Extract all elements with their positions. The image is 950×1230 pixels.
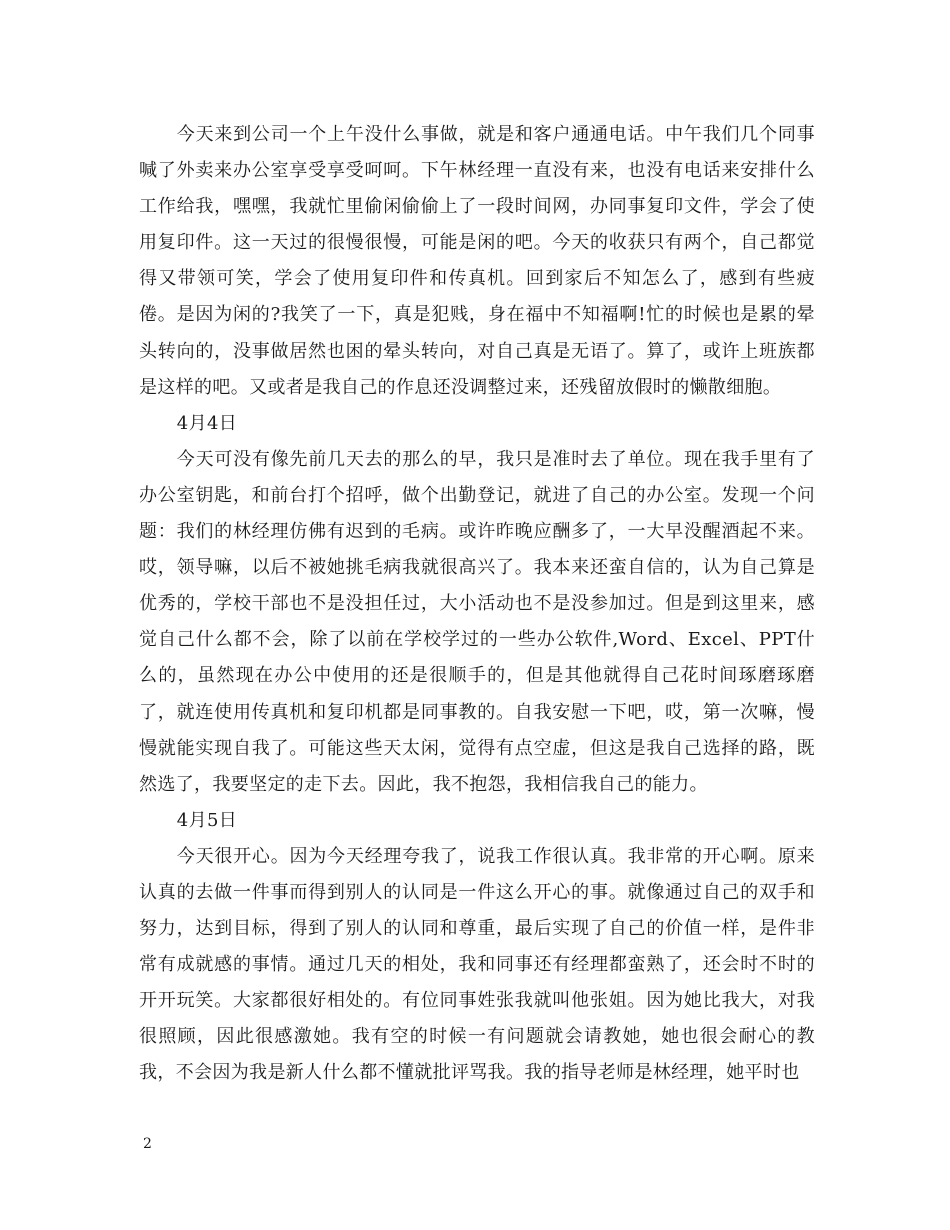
page-number: 2 xyxy=(143,1136,152,1152)
body-paragraph-3: 今天很开心。因为今天经理夸我了，说我工作很认真。我非常的开心啊。原来认真的去做一件事而得到别人的认同是一件这么开心的事。就像通过自己的双手和努力，达到目标，得到了别人的认同和尊重，最后实现了自己的价值一样，是件非常有成就感的事情。通过几天的相处，我和同事还有经理都蛮熟了，还会时不时的开开玩笑。大家都很好相处的。有位同事姓张我就叫他张姐。因为她比我大，对我很照顾，因此很感激她。我有空的时候一有问题就会请教她，她也很会耐心的教我，不会因为我是新人什么都不懂就批评骂我。我的指导老师是林经理，她平时也 xyxy=(139,845,815,1084)
body-paragraph-1: 今天来到公司一个上午没什么事做，就是和客户通通电话。中午我们几个同事喊了外卖来办公室享受享受呵呵。下午林经理一直没有来，也没有电话来安排什么工作给我，嘿嘿，我就忙里偷闲偷偷上了一段时间网，办同事复印文件，学会了使用复印件。这一天过的很慢很慢，可能是闲的吧。今天的收获只有两个，自己都觉得又带领可笑，学会了使用复印件和传真机。回到家后不知怎么了，感到有些疲倦。是因为闲的?我笑了一下，真是犯贱，身在福中不知福啊!忙的时候也是累的晕头转向的，没事做居然也困的晕头转向，对自己真是无语了。算了，或许上班族都是这样的吧。又或者是我自己的作息还没调整过来，还残留放假时的懒散细胞。 xyxy=(139,124,815,398)
date-heading-april-4: 4月4日 xyxy=(176,412,238,434)
date-heading-april-5: 4月5日 xyxy=(176,809,238,831)
document-body xyxy=(139,117,815,1092)
body-paragraph-2: 今天可没有像先前几天去的那么的早，我只是准时去了单位。现在我手里有了办公室钥匙，和前台打个招呼，做个出勤登记，就进了自己的办公室。发现一个问题：我们的林经理仿佛有迟到的毛病。或许昨晚应酬多了，一大早没醒酒起不来。哎，领导嘛，以后不被她挑毛病我就很高兴了。我本来还蛮自信的，认为自己算是优秀的，学校干部也不是没担任过，大小活动也不是没参加过。但是到这里来，感觉自己什么都不会，除了以前在学校学过的一些办公软件,Word、Excel、PPT什么的，虽然现在办公中使用的还是很顺手的，但是其他就得自己花时间琢磨琢磨了，就连使用传真机和复印机都是同事教的。自我安慰一下吧，哎，第一次嘛，慢慢就能实现自我了。可能这些天太闲，觉得有点空虚，但这是我自己选择的路，既然选了，我要坚定的走下去。因此，我不抱怨，我相信我自己的能力。 xyxy=(139,448,815,795)
